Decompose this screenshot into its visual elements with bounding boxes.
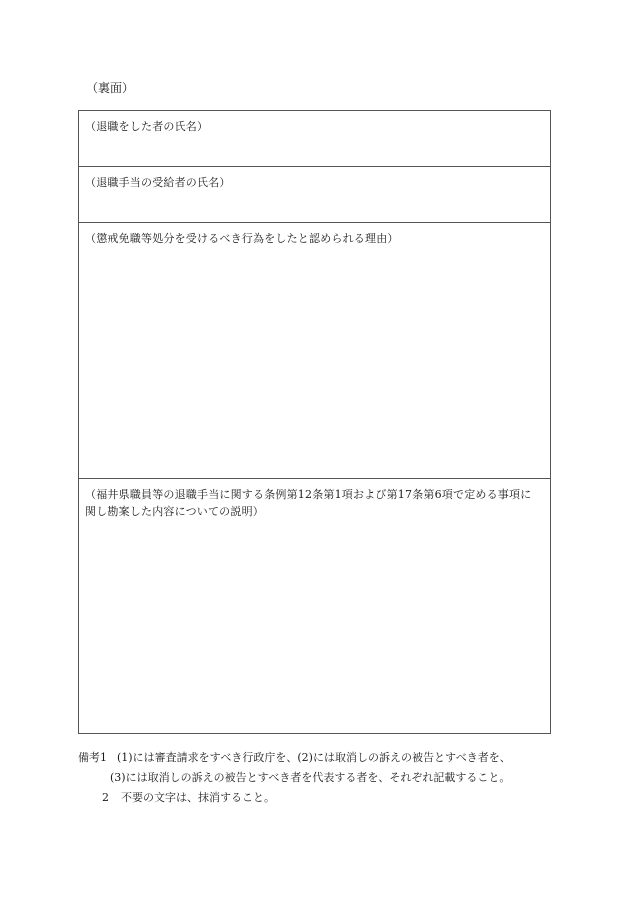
considered-matters-field[interactable] [79,479,550,734]
retiree-name-label: （退職をした者の氏名） [85,120,209,133]
remark-item-1-line-2: (3)には取消しの訴えの被告とすべき者を代表する者を、それぞれ記載すること。 [110,771,511,784]
form-table [78,110,551,734]
retiree-name-field[interactable] [79,111,550,167]
remark-item-2-text: 不要の文字は、抹消すること。 [121,791,275,804]
page-side-label: （裏面） [86,81,135,95]
recipient-name-field[interactable] [79,167,550,223]
recipient-name-label: （退職手当の受給者の氏名） [85,176,231,189]
disciplinary-reason-field[interactable] [79,223,550,479]
remark-item-2-number: 2 [102,791,109,804]
disciplinary-reason-label: （懲戒免職等処分を受けるべき行為をしたと認められる理由） [85,232,399,245]
remarks-prefix: 備考1 [78,751,107,764]
remark-item-1 [78,748,511,768]
considered-matters-label: （福井県職員等の退職手当に関する条例第12条第1項および第17条第6項で定める事項に関し勘案した内容についての説明） [85,488,532,518]
remark-item-1-line-1: (1)には審査請求をすべき行政庁を、(2)には取消しの訴えの被告とすべき者を、 [117,751,511,764]
remark-item-2 [102,788,275,808]
